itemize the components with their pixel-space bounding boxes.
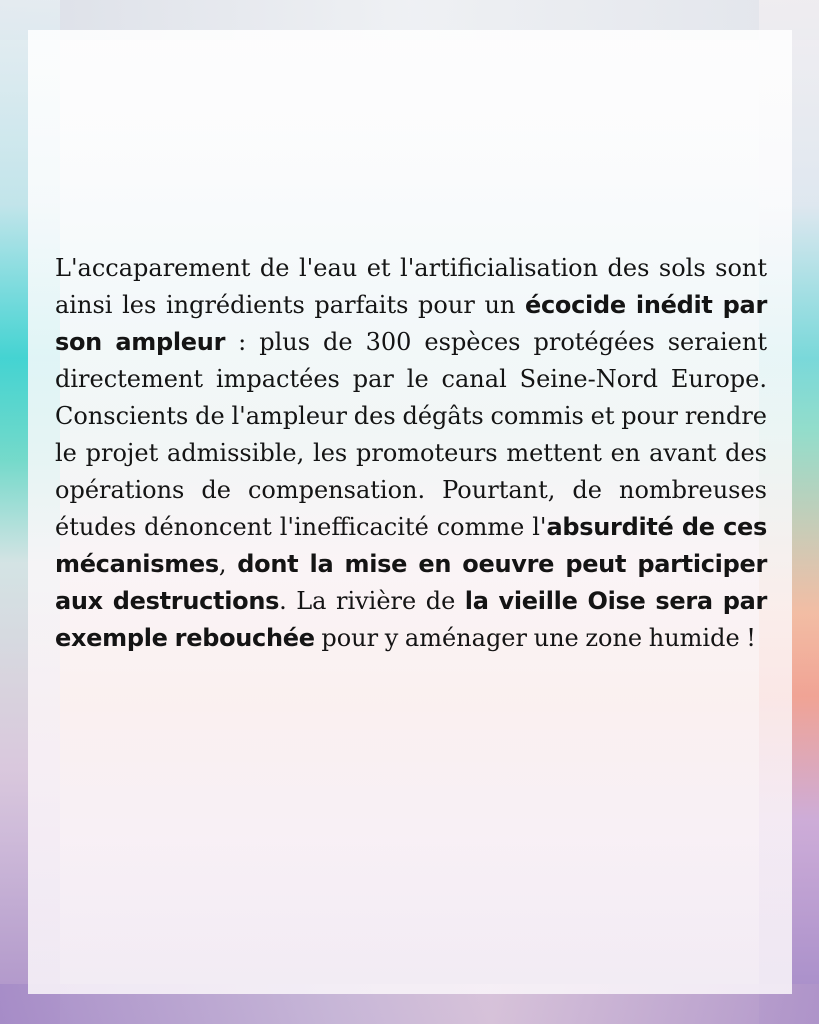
body-paragraph bbox=[55, 250, 767, 657]
bold-segment: absurdité de ces mécanismes bbox=[55, 513, 767, 578]
bold-segment: la vieille Oise sera par exemple rebouchée bbox=[55, 587, 768, 652]
text-segment: L'accaparement de l'eau et l'artificialisation des sols sont ainsi les ingrédients parfaits pour un bbox=[55, 254, 767, 319]
text-segment: . La rivière de bbox=[279, 587, 465, 615]
text-segment: pour y aménager une zone humide ! bbox=[314, 624, 756, 652]
text-segment: : plus de 300 espèces protégées seraient directement impactées par le canal Seine-Nord Europe. Conscients de l'ampleur des dégâts commis et pour rendre le projet admissible, les promoteurs mettent en avant des opérations de compensation. Pourtant, de nombreuses études dénoncent l'inefficacité comme l' bbox=[55, 328, 767, 541]
text-segment: , bbox=[218, 550, 238, 578]
bold-segment: écocide inédit par son ampleur bbox=[55, 291, 767, 356]
bold-segment: dont la mise en oeuvre peut participer aux destructions bbox=[55, 550, 767, 615]
